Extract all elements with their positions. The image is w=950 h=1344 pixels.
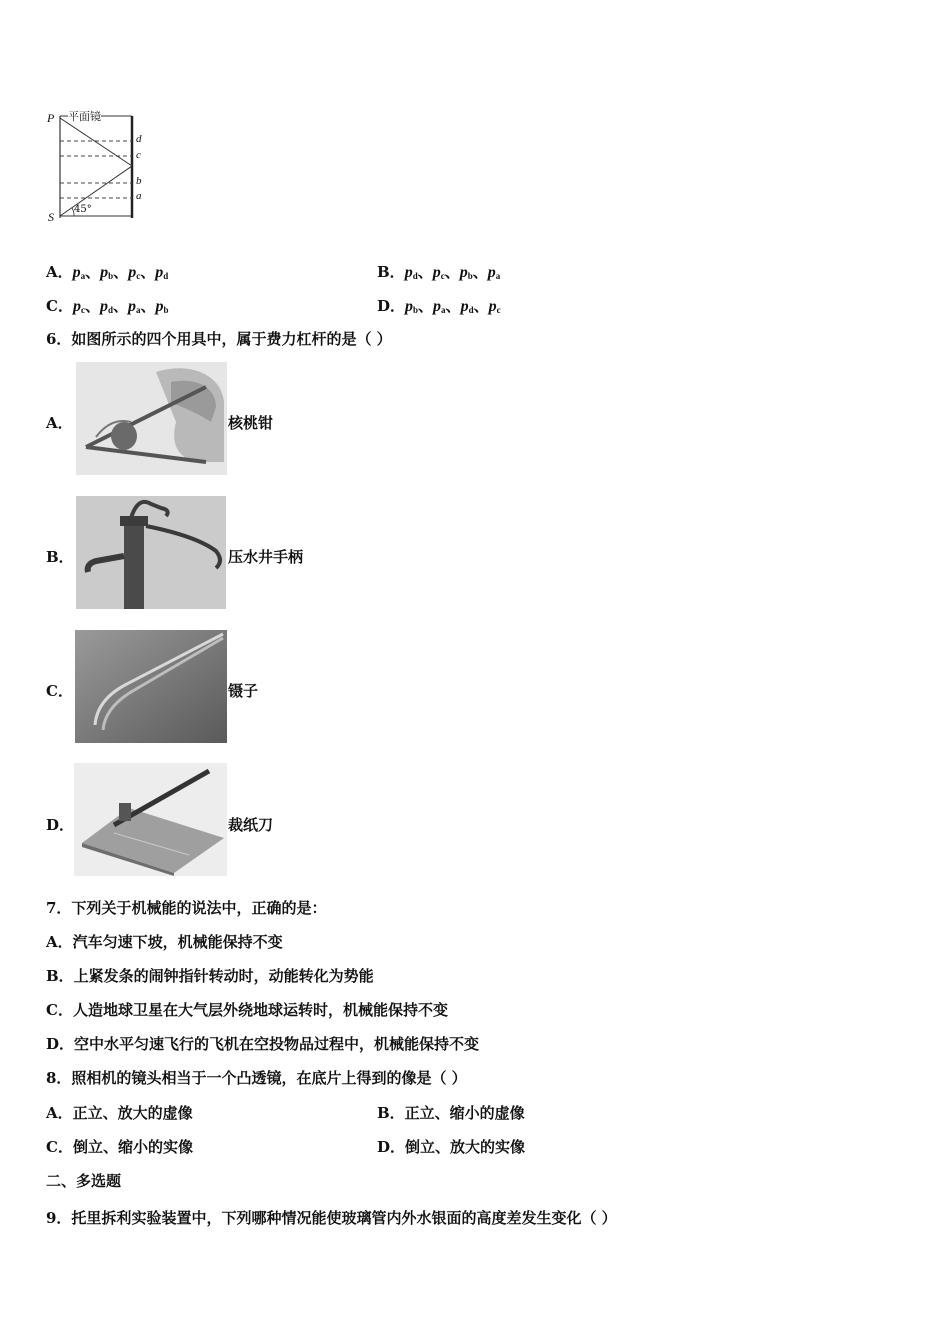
pressure-subscript: a xyxy=(441,305,446,315)
water-pump-image xyxy=(76,496,226,609)
mark-b: b xyxy=(136,175,142,187)
mark-a: a xyxy=(136,190,142,202)
q6-option-c-caption: 镊子 xyxy=(228,682,259,700)
pressure-subscript: c xyxy=(440,271,445,281)
q6-option-a-caption: 核桃钳 xyxy=(228,414,274,432)
pressure-symbol: $p_c$ xyxy=(128,264,141,281)
q5-option-a[interactable]: A．$p_a$、$p_b$、$p_c$、$p_d$ xyxy=(46,263,169,281)
q6-option-d-caption: 裁纸刀 xyxy=(228,816,274,834)
pressure-subscript: d xyxy=(163,271,169,281)
q5-option-b[interactable]: B．$p_d$、$p_c$、$p_b$、$p_a$ xyxy=(377,263,501,281)
pressure-symbol: $p_b$ xyxy=(100,264,114,281)
pressure-symbol: $p_a$ xyxy=(72,264,86,281)
pressure-symbol: $p_b$ xyxy=(155,298,169,315)
paper-cutter-image xyxy=(74,763,227,876)
q6-option-b-caption: 压水井手柄 xyxy=(228,548,304,566)
nutcracker-image xyxy=(76,362,227,475)
q5-option-c[interactable]: C．$p_c$、$p_d$、$p_a$、$p_b$ xyxy=(46,297,169,315)
separator: 、 xyxy=(444,263,460,281)
separator: 、 xyxy=(84,297,100,315)
pressure-subscript: b xyxy=(163,305,169,315)
q8-option-b[interactable]: B．正立、缩小的虚像 xyxy=(377,1104,525,1122)
pressure-subscript: a xyxy=(80,271,86,281)
pressure-subscript: c xyxy=(80,305,85,315)
separator: 、 xyxy=(417,263,433,281)
separator: 、 xyxy=(473,297,489,315)
q6-option-b-key[interactable]: B． xyxy=(46,548,74,566)
pressure-subscript: d xyxy=(468,305,474,315)
pressure-symbol: $p_d$ xyxy=(460,298,474,315)
pressure-symbol: $p_d$ xyxy=(155,264,169,281)
pressure-subscript: a xyxy=(495,271,501,281)
pressure-symbol: $p_d$ xyxy=(99,298,113,315)
pressure-subscript: c xyxy=(136,271,141,281)
pressure-subscript: b xyxy=(467,271,473,281)
pressure-subscript: d xyxy=(107,305,113,315)
separator: 、 xyxy=(112,297,128,315)
q8-option-d[interactable]: D．倒立、放大的实像 xyxy=(377,1138,526,1156)
pressure-symbol: $p_a$ xyxy=(433,298,446,315)
mark-c: c xyxy=(136,149,141,161)
pressure-subscript: c xyxy=(496,305,501,315)
separator: 、 xyxy=(418,297,434,315)
q7-option-c[interactable]: C．人造地球卫星在大气层外绕地球运转时，机械能保持不变 xyxy=(46,1001,448,1019)
pressure-symbol: $p_c$ xyxy=(72,298,85,315)
pressure-symbol: $p_c$ xyxy=(488,298,501,315)
q6-option-c-key[interactable]: C． xyxy=(46,682,73,700)
q8-option-c[interactable]: C．倒立、缩小的实像 xyxy=(46,1138,193,1156)
separator: 、 xyxy=(140,263,156,281)
q6-option-a-key[interactable]: A． xyxy=(46,414,73,432)
q7-stem: 7．下列关于机械能的说法中，正确的是： xyxy=(46,899,327,917)
mirror-diagram xyxy=(44,108,156,226)
pressure-subscript: a xyxy=(136,305,141,315)
pressure-subscript: b xyxy=(108,271,114,281)
separator: 、 xyxy=(140,297,156,315)
q5-option-d[interactable]: D．$p_b$、$p_a$、$p_d$、$p_c$ xyxy=(377,297,501,315)
pressure-symbol: $p_d$ xyxy=(404,264,418,281)
q6-option-d-key[interactable]: D． xyxy=(46,816,75,834)
mark-d: d xyxy=(136,133,142,145)
pressure-subscript: d xyxy=(412,271,418,281)
section-heading: 二、多选题 xyxy=(46,1172,122,1190)
mirror-label: 平面镜 xyxy=(68,110,101,123)
tweezers-image xyxy=(75,630,227,743)
q7-option-b[interactable]: B．上紧发条的闹钟指针转动时，动能转化为势能 xyxy=(46,967,374,985)
q9-stem: 9．托里拆利实验装置中，下列哪种情况能使玻璃管内外水银面的高度差发生变化（ ） xyxy=(46,1209,617,1227)
q8-stem: 8．照相机的镜头相当于一个凸透镜，在底片上得到的像是（ ） xyxy=(46,1069,467,1087)
pressure-symbol: $p_b$ xyxy=(405,298,419,315)
q6-stem: 6．如图所示的四个用具中，属于费力杠杆的是（ ） xyxy=(46,330,392,348)
pressure-symbol: $p_c$ xyxy=(432,264,445,281)
q7-option-a[interactable]: A．汽车匀速下坡，机械能保持不变 xyxy=(46,933,283,951)
pressure-subscript: b xyxy=(413,305,419,315)
separator: 、 xyxy=(113,263,129,281)
separator: 、 xyxy=(472,263,488,281)
q7-option-d[interactable]: D．空中水平匀速飞行的飞机在空投物品过程中，机械能保持不变 xyxy=(46,1035,480,1053)
pressure-symbol: $p_a$ xyxy=(487,264,501,281)
label-s: S xyxy=(48,210,54,224)
pressure-symbol: $p_a$ xyxy=(128,298,141,315)
label-p: P xyxy=(47,111,55,125)
q8-option-a[interactable]: A．正立、放大的虚像 xyxy=(46,1104,193,1122)
angle-label: 45° xyxy=(74,204,92,215)
separator: 、 xyxy=(445,297,461,315)
pressure-symbol: $p_b$ xyxy=(459,264,473,281)
separator: 、 xyxy=(85,263,101,281)
